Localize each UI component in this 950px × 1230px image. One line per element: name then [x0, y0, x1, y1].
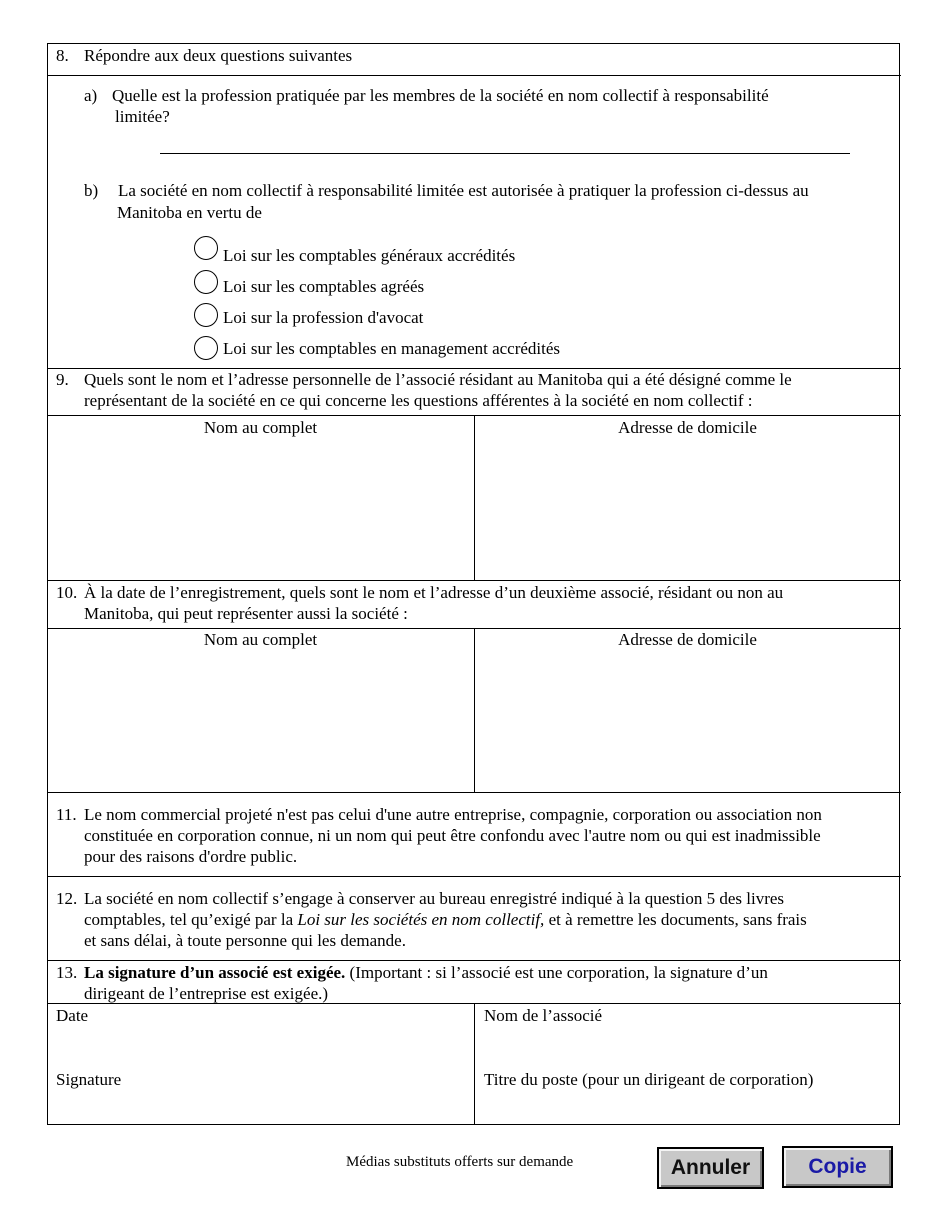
question-number: 9.: [56, 370, 69, 389]
question-text: Le nom commercial projeté n'est pas celui d'une autre entreprise, compagnie, corporation ou association non: [84, 805, 822, 824]
question-text-cont: Manitoba, qui peut représenter aussi la société :: [84, 604, 408, 623]
column-header-name: Nom au complet: [203, 418, 318, 437]
option-label: Loi sur les comptables généraux accrédités: [223, 246, 516, 265]
subquestion-a-text: Quelle est la profession pratiquée par les membres de la société en nom collectif à responsabilité: [112, 86, 769, 105]
subquestion-b-text: La société en nom collectif à responsabilité limitée est autorisée à pratiquer la profession ci-dessus au: [118, 181, 809, 200]
column-header-address: Adresse de domicile: [618, 630, 757, 649]
column-divider: [474, 1003, 475, 1125]
profession-answer-line[interactable]: [160, 153, 850, 154]
subquestion-b-text-cont: Manitoba en vertu de: [117, 203, 262, 222]
question-number: 11.: [56, 805, 77, 824]
date-field[interactable]: [48, 1027, 473, 1065]
text-run: (Important : si l’associé est une corporation, la signature d’un: [345, 963, 768, 982]
question-text: Quels sont le nom et l’adresse personnelle de l’associé résidant au Manitoba qui a été désigné comme le: [84, 370, 792, 389]
text-run: comptables, tel qu’exigé par la: [84, 910, 298, 929]
signature-label: Signature: [56, 1070, 122, 1089]
question-number: 13.: [56, 963, 78, 982]
question-number: 8.: [56, 46, 69, 65]
question-text-cont: dirigeant de l’entreprise est exigée.): [84, 984, 329, 1003]
date-label: Date: [56, 1006, 89, 1025]
radio-cma-act[interactable]: [194, 336, 218, 360]
question-text: La société en nom collectif s’engage à conserver au bureau enregistré indiqué à la question 5 des livres: [84, 889, 785, 908]
question-text-cont: [84, 909, 807, 930]
partner-name-field[interactable]: [476, 1027, 899, 1065]
position-title-field[interactable]: [476, 1091, 899, 1124]
question-number: 10.: [56, 583, 78, 602]
alternate-formats-note: Médias substituts offerts sur demande: [346, 1154, 574, 1170]
divider: [47, 960, 901, 961]
text-run: et à remettre les documents, sans frais: [544, 910, 807, 929]
signature-field[interactable]: [48, 1091, 473, 1124]
question-text-cont: et sans délai, à toute personne qui les demande.: [84, 931, 406, 950]
question-number: 12.: [56, 889, 78, 908]
act-title: Loi sur les sociétés en nom collectif,: [297, 910, 545, 929]
column-divider: [474, 415, 475, 580]
radio-ca-act[interactable]: [194, 270, 218, 294]
question-text-cont: constituée en corporation connue, ni un nom qui peut être confondu avec l'autre nom ou qui est inadmissible: [84, 826, 821, 845]
emphasis: La signature d’un associé est exigée.: [84, 963, 346, 982]
representative-address-field[interactable]: [476, 440, 899, 579]
divider: [47, 75, 901, 76]
question-text-cont: pour des raisons d'ordre public.: [84, 847, 298, 866]
question-text: À la date de l’enregistrement, quels sont le nom et l’adresse d’un deuxième associé, résidant ou non au: [84, 583, 784, 602]
cancel-button[interactable]: Annuler: [657, 1147, 764, 1189]
option-label: Loi sur les comptables agréés: [223, 277, 425, 296]
column-header-name: Nom au complet: [203, 630, 318, 649]
representative-name-field[interactable]: [48, 440, 473, 579]
question-text-cont: représentant de la société en ce qui concerne les questions afférentes à la société en nom collectif :: [84, 391, 753, 410]
second-partner-name-field[interactable]: [48, 652, 473, 791]
divider: [47, 876, 901, 877]
divider: [47, 792, 901, 793]
option-label: Loi sur les comptables en management accrédités: [223, 339, 561, 358]
divider: [47, 580, 901, 581]
column-header-address: Adresse de domicile: [618, 418, 757, 437]
question-title: Répondre aux deux questions suivantes: [84, 46, 353, 65]
partner-name-label: Nom de l’associé: [484, 1006, 603, 1025]
subquestion-label: b): [84, 181, 99, 200]
subquestion-a-text-cont: limitée?: [115, 107, 170, 126]
column-divider: [474, 628, 475, 792]
position-title-label: Titre du poste (pour un dirigeant de corporation): [484, 1070, 814, 1089]
question-text: [84, 962, 768, 983]
option-label: Loi sur la profession d'avocat: [223, 308, 424, 327]
copy-button[interactable]: Copie: [782, 1146, 893, 1188]
radio-legal-profession-act[interactable]: [194, 303, 218, 327]
second-partner-address-field[interactable]: [476, 652, 899, 791]
subquestion-label: a): [84, 86, 98, 105]
radio-cga-act[interactable]: [194, 236, 218, 260]
